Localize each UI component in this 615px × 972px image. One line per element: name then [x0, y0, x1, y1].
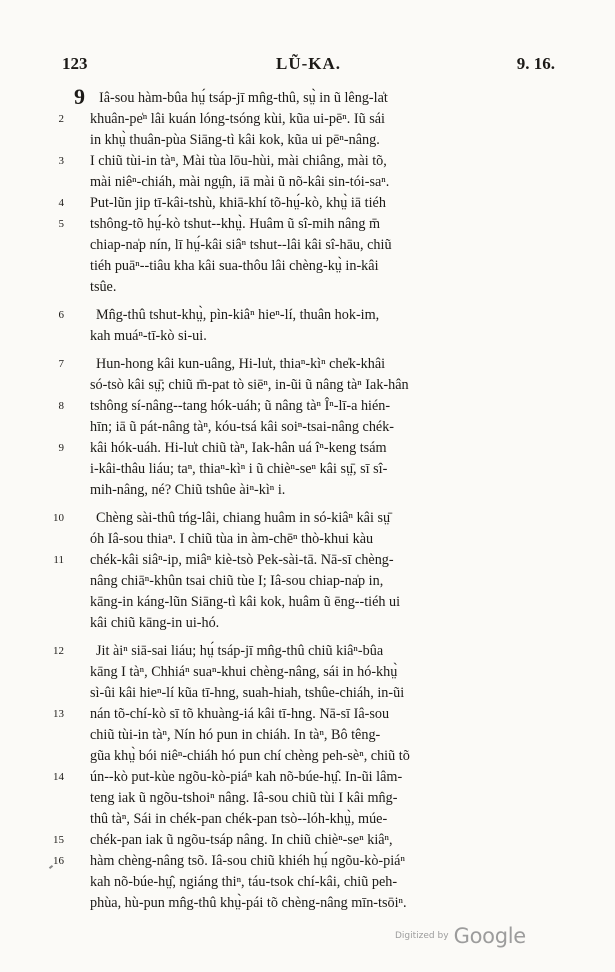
- text-line: [34, 683, 564, 704]
- line-text: kah nõ-búe-hṳ̂, ngiáng thiⁿ, táu-tsok chí-kâi, chiũ peh-: [90, 874, 398, 890]
- verse-number: 2: [58, 113, 64, 125]
- line-text: hīn; iā ũ pát-nâng tàⁿ, kóu-tsá kâi soiⁿ-tsai-nâng chék-: [90, 419, 395, 435]
- digitization-watermark: [395, 924, 526, 948]
- verse-number: 12: [53, 645, 64, 657]
- line-text: kâi hók-uáh. Hi-lu̍t chiũ tàⁿ, Iak-hân uá îⁿ-keng tsám: [90, 440, 387, 456]
- line-text: phùa, hù-pun mn̂g-thû khṳ̀-pái tõ chèng-nâng mīn-tsōiⁿ.: [90, 895, 407, 911]
- line-text: nâng chiāⁿ-khûn tsai chiũ tùe I; Iâ-sou chiap-na̍p in,: [90, 573, 384, 589]
- line-text: chék-pan iak ũ ngõu-tsáp nâng. In chiũ chièⁿ-seⁿ kiâⁿ,: [90, 832, 393, 848]
- line-text: Chèng sài-thû tńg-lâi, chiang huâm in só-kiâⁿ kâi sṳ̄: [96, 510, 391, 526]
- text-line: [34, 662, 564, 683]
- line-text: chiap-na̍p nín, lī hṳ́-kâi siâⁿ tshut--lâi kâi sî-hāu, chiũ: [90, 237, 392, 253]
- text-line: [34, 277, 564, 298]
- text-line: [34, 109, 564, 130]
- text-line: [34, 529, 564, 550]
- chapter-verse-reference: 9. 16.: [516, 54, 555, 73]
- line-text: só-tsò kâi sṳ̄; chiũ m̄-pat tò siēⁿ, in-ũi ũ nâng tàⁿ Iak-hân: [90, 377, 409, 393]
- verse-number: 7: [58, 358, 64, 370]
- text-line: [34, 788, 564, 809]
- line-text: kāng I tàⁿ, Chhiáⁿ suaⁿ-khui chèng-nâng, sái in hó-khṳ̀: [90, 664, 398, 680]
- verse-number: 10: [53, 512, 64, 524]
- line-text: Hun-hong kâi kun-uâng, Hi-lu̍t, thiaⁿ-kìⁿ che̍k-khâi: [96, 356, 386, 372]
- text-line: [34, 704, 564, 725]
- verse-number: 16: [53, 855, 64, 867]
- google-logo: Google: [453, 924, 526, 948]
- chapter-number: 9: [74, 84, 85, 109]
- line-text: nán tõ-chí-kò sī tõ khuàng-iá kâi tī-hng. Nā-sī Iâ-sou: [90, 706, 390, 722]
- text-line: [34, 809, 564, 830]
- verse-number: 5: [58, 218, 64, 230]
- text-line: [34, 151, 564, 172]
- line-text: Mn̂g-thû tshut-khṳ̀, pìn-kiâⁿ hieⁿ-lí, thuân hok-im,: [96, 307, 380, 323]
- chapter-opening-line: [34, 84, 564, 109]
- text-line: [34, 571, 564, 592]
- verse-number: 6: [58, 309, 64, 321]
- text-line: [34, 480, 564, 501]
- line-text: tshông sí-nâng--tang hók-uáh; ũ nâng tàⁿ Îⁿ-lī-a hién-: [90, 398, 391, 414]
- text-line: [34, 550, 564, 571]
- line-text: kah muáⁿ-tī-kò si-ui.: [90, 328, 207, 344]
- scripture-text: [34, 84, 564, 914]
- running-header: [62, 54, 555, 78]
- text-line: [34, 193, 564, 214]
- text-line: [34, 256, 564, 277]
- text-line: [34, 746, 564, 767]
- text-line: [34, 592, 564, 613]
- line-text: tshông-tõ hṳ́-kò tshut--khṳ̀. Huâm ũ sî-mih nâng m̄: [90, 216, 381, 232]
- verse-number: 3: [58, 155, 64, 167]
- line-text: i-kâi-thâu liáu; taⁿ, thiaⁿ-kìⁿ i ũ chièⁿ-seⁿ kâi sṳ̄, sī sî-: [90, 461, 388, 477]
- text-line: [34, 130, 564, 151]
- line-text: sì-ûi kâi hieⁿ-lí kũa tī-hng, suah-hiah, tshûe-chiáh, in-ũi: [90, 685, 405, 701]
- book-title: LŨ-KA.: [275, 54, 342, 73]
- text-line: [34, 172, 564, 193]
- text-line: [34, 872, 564, 893]
- text-line: [34, 214, 564, 235]
- line-text: Iâ-sou hàm-bûa hṳ́ tsáp-jī mn̂g-thû, sṳ̀ in ũ lêng-la̍t: [99, 90, 388, 106]
- text-line: [34, 830, 564, 851]
- line-text: chék-kâi siâⁿ-ip, miâⁿ kiè-tsò Pek-sài-tā. Nā-sī chèng-: [90, 552, 394, 568]
- line-text: thû tàⁿ, Sái in chék-pan chék-pan tsò--lóh-khṳ̀, múe-: [90, 811, 388, 827]
- line-text: in khṳ̀ thuân-pùa Siāng-tì kâi kok, kũa ui pēⁿ-nâng.: [90, 132, 380, 148]
- text-line: [34, 326, 564, 347]
- line-text: mài niêⁿ-chiáh, mài ngṳ̂n, iā mài ũ nõ-kâi sin-tói-saⁿ.: [90, 174, 390, 190]
- line-text: Put-lũn jip tī-kâi-tshù, khiā-khí tõ-hṳ́-kò, khṳ̀ iā tiéh: [90, 195, 386, 211]
- text-line: [34, 767, 564, 788]
- watermark-prefix: Digitized by: [395, 931, 449, 941]
- text-line: [34, 851, 564, 872]
- line-text: chiũ tùi-in tàⁿ, Nín hó pun in chiáh. In tàⁿ, Bô têng-: [90, 727, 381, 743]
- line-text: teng iak ũ ngõu-tshoiⁿ nâng. Iâ-sou chiũ tùi I kâi mn̂g-: [90, 790, 398, 806]
- text-line: [34, 438, 564, 459]
- line-text: hàm chèng-nâng tsõ. Iâ-sou chiũ khiéh hṳ́ ngõu-kò-piáⁿ: [90, 853, 405, 869]
- verse-number: 15: [53, 834, 64, 846]
- line-text: Jit àiⁿ siā-sai liáu; hṳ́ tsáp-jī mn̂g-thû chiũ kiâⁿ-bûa: [96, 643, 384, 659]
- text-line: [34, 235, 564, 256]
- line-text: ún--kò put-kùe ngõu-kò-piáⁿ kah nõ-búe-hṳ̂. In-ũi lâm-: [90, 769, 403, 785]
- text-line: [34, 459, 564, 480]
- text-line: [34, 396, 564, 417]
- line-text: tiéh puāⁿ--tiâu kha kâi sua-thôu lâi chèng-kṳ̀ in-kâi: [90, 258, 379, 274]
- verse-number: 14: [53, 771, 64, 783]
- line-text: gũa khṳ̀ bói niêⁿ-chiáh hó pun chí chèng peh-sèⁿ, chiũ tõ: [90, 748, 410, 764]
- verse-number: 8: [58, 400, 64, 412]
- line-text: kāng-in káng-lũn Siāng-tì kâi kok, huâm ũ ēng--tiéh ui: [90, 594, 401, 610]
- line-text: mih-nâng, né? Chiũ tshûe àiⁿ-kìⁿ i.: [90, 482, 286, 498]
- text-line: [34, 417, 564, 438]
- line-text: khuân-pe̍ⁿ lâi kuán lóng-tsóng kùi, kũa ui-pēⁿ. Iũ sái: [90, 111, 385, 127]
- text-line: [34, 305, 564, 326]
- verse-number: 11: [53, 554, 64, 566]
- text-line: [34, 613, 564, 634]
- line-text: I chiũ tùi-in tàⁿ, Mài tùa lōu-hùi, mài chiâng, mài tõ,: [90, 153, 387, 169]
- verse-number: 13: [53, 708, 64, 720]
- text-line: [34, 375, 564, 396]
- page-number: 123: [62, 54, 88, 73]
- text-line: [34, 893, 564, 914]
- text-line: [34, 354, 564, 375]
- verse-number: 9: [58, 442, 64, 454]
- line-text: tsûe.: [90, 279, 117, 295]
- text-line: [34, 508, 564, 529]
- text-line: [34, 641, 564, 662]
- verse-number: 4: [58, 197, 64, 209]
- text-line: [34, 725, 564, 746]
- line-text: óh Iâ-sou thiaⁿ. I chiũ tùa in àm-chēⁿ thò-khui kàu: [90, 531, 374, 547]
- line-text: kâi chiũ kāng-in ui-hó.: [90, 615, 220, 631]
